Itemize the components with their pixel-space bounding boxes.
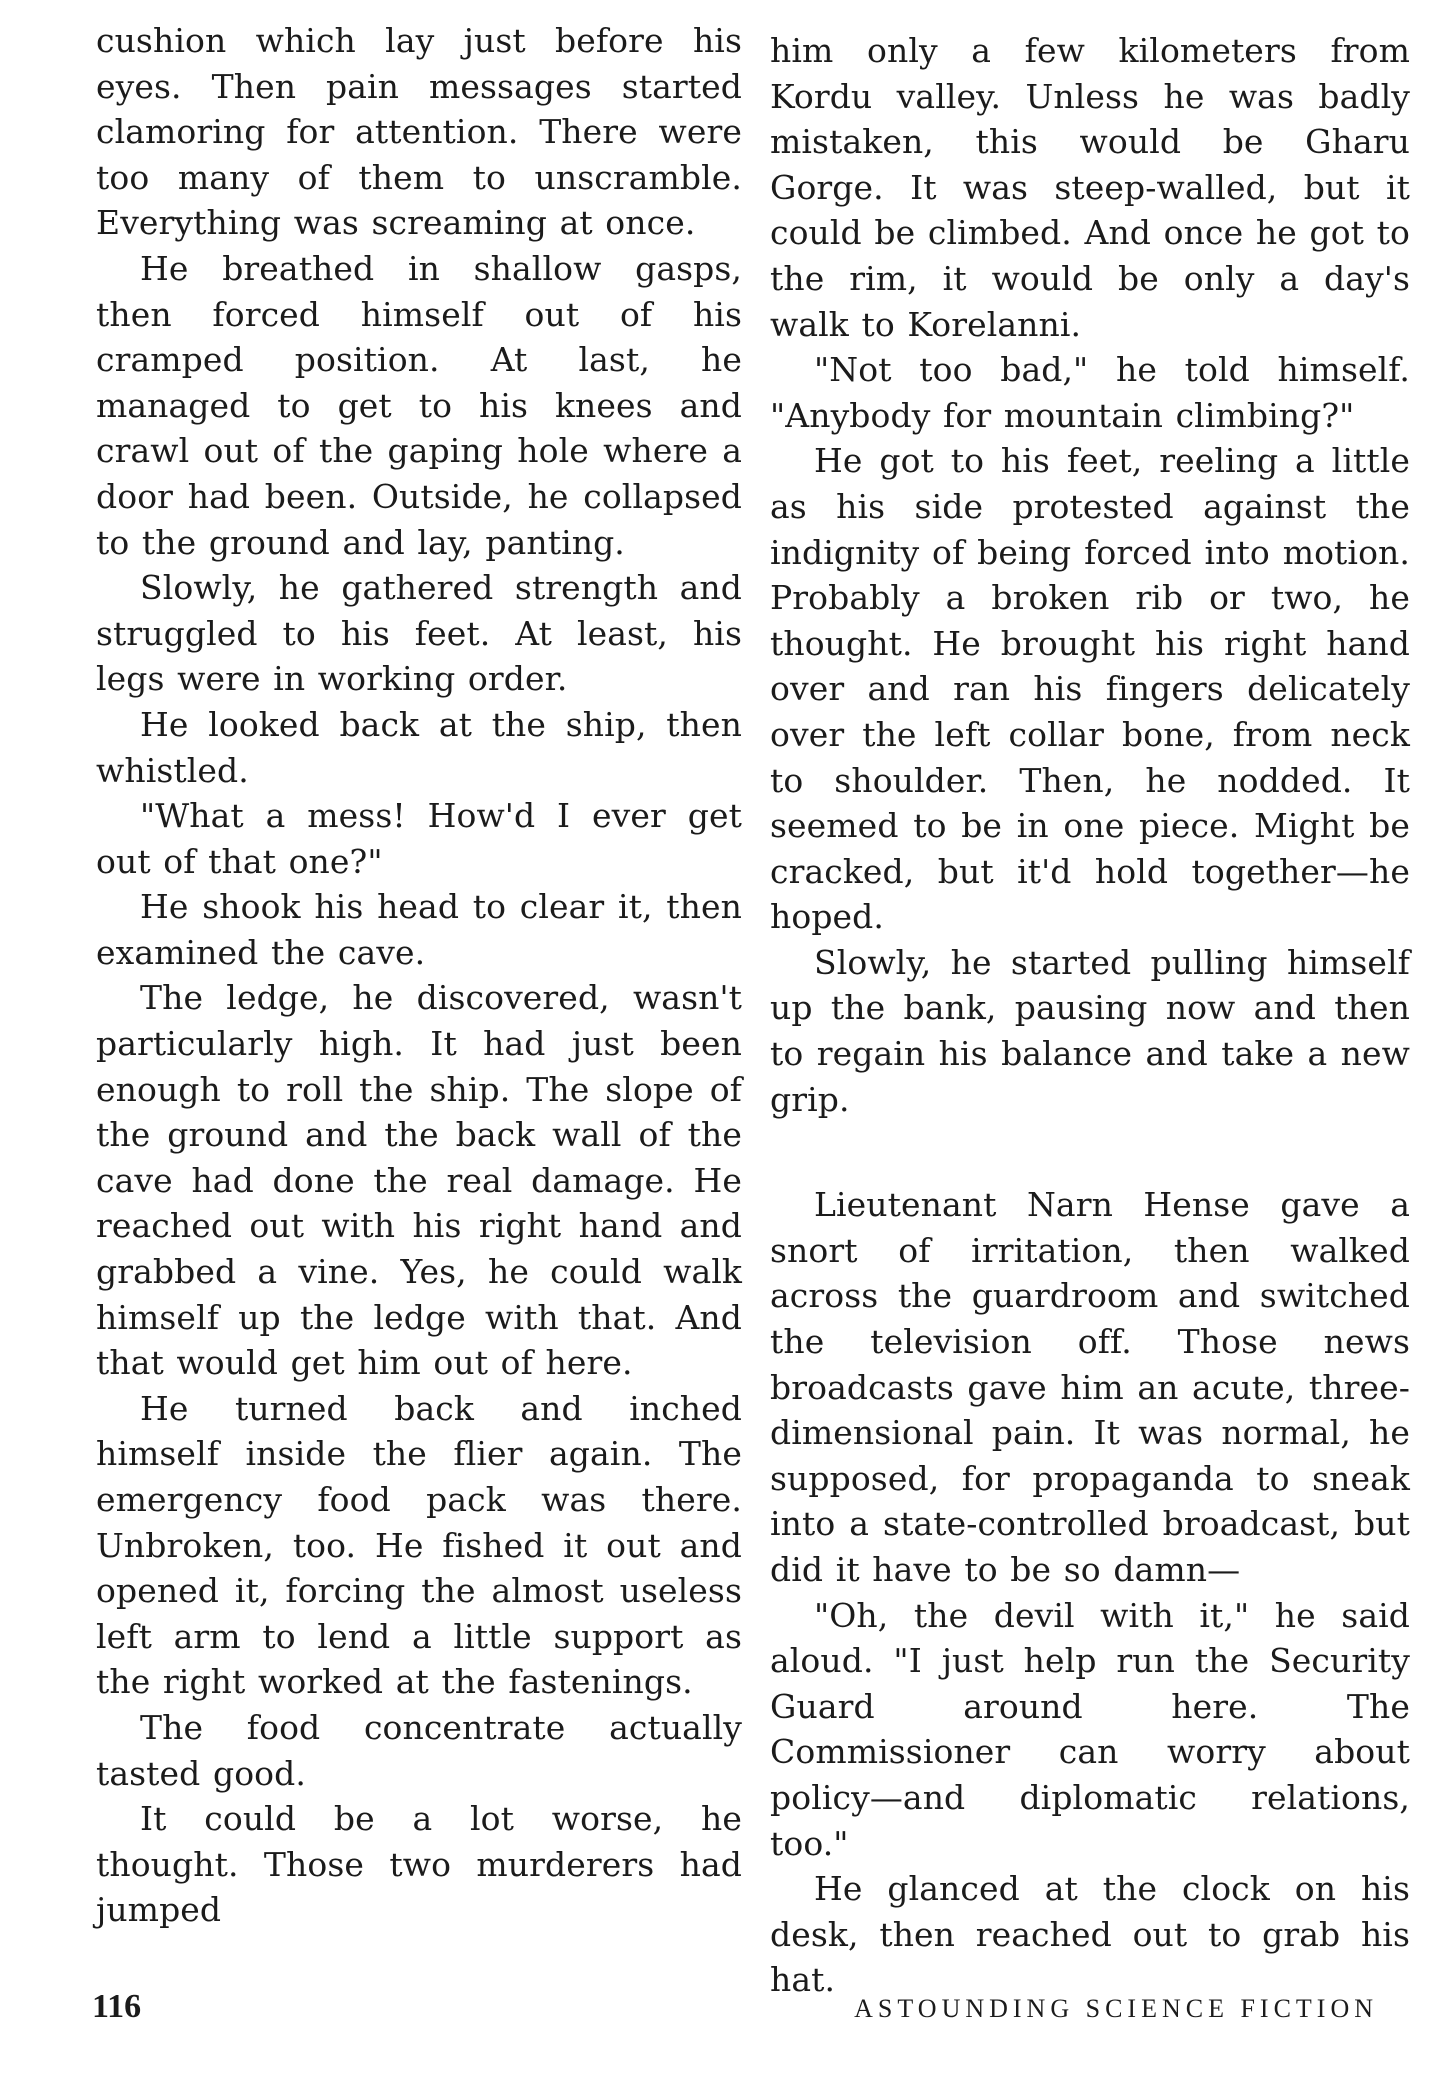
section-break [770,1122,1410,1182]
paragraph: The food concentrate actually tasted good. [96,1707,742,1793]
paragraph: Lieutenant Narn Hense gave a snort of irritation, then walked across the guardroom and switched the television off. Those news broadcasts gave him an acute, three-dimensional pain. It was normal, he supposed, for propaganda to sneak into a state-controlled broadcast, but did it have to be so damn— [770,1185,1410,1589]
left-text-column [96,18,742,1933]
paragraph: "What a mess! How'd I ever get out of that one?" [96,796,742,881]
running-title: ASTOUNDING SCIENCE FICTION [854,1994,1378,2023]
paragraph: He turned back and inched himself inside the flier again. The emergency food pack was there. Unbroken, too. He fished it out and opened it, forcing the almost useless left arm to lend a little support as the right worked at the fastenings. [96,1388,742,1702]
paragraph: him only a few kilometers from Kordu valley. Unless he was badly mistaken, this would be Gharu Gorge. It was steep-walled, but it could be climbed. And once he got to the rim, it would be only a day's walk to Korelanni. [770,31,1410,344]
paragraph: He shook his head to clear it, then examined the cave. [96,887,742,972]
page-number: 116 [92,1988,142,2025]
paragraph: "Not too bad," he told himself. "Anybody for mountain climbing?" [770,350,1410,435]
right-text-column [770,28,1410,2003]
paragraph: The ledge, he discovered, wasn't particularly high. It had just been enough to roll the ship. The slope of the ground and the back wall of the cave had done the real damage. He reached out with his right hand and grabbed a vine. Yes, he could walk himself up the ledge with that. And that would get him out of here. [96,978,742,1383]
paragraph: Slowly, he started pulling himself up the bank, pausing now and then to regain his balance and take a new grip. [770,942,1410,1119]
paragraph: He got to his feet, reeling a little as his side protested against the indignity of being forced into motion. Probably a broken rib or two, he thought. He brought his right hand over and ran his fingers delicately over the left collar bone, from neck to shoulder. Then, he nodded. It seemed to be in one piece. Might be cracked, but it'd hold together—he hoped. [770,441,1410,937]
paragraph: It could be a lot worse, he thought. Those two murderers had jumped [96,1799,742,1930]
paragraph: cushion which lay just before his eyes. Then pain messages started clamoring for attention. There were too many of them to unscramble. Everything was screaming at once. [96,21,742,243]
paragraph: He looked back at the ship, then whistled. [96,704,742,790]
paragraph: "Oh, the devil with it," he said aloud. "I just help run the Security Guard around here. The Commissioner can worry about policy—and diplomatic relations, too." [770,1595,1410,1863]
paragraph: He glanced at the clock on his desk, then reached out to grab his hat. [770,1869,1410,2000]
paragraph: He breathed in shallow gasps, then forced himself out of his cramped position. At last, he managed to get to his knees and crawl out of the gaping hole where a door had been. Outside, he collapsed to the ground and lay, panting. [96,248,742,562]
paragraph: Slowly, he gathered strength and struggled to his feet. At least, his legs were in working order. [96,568,742,699]
